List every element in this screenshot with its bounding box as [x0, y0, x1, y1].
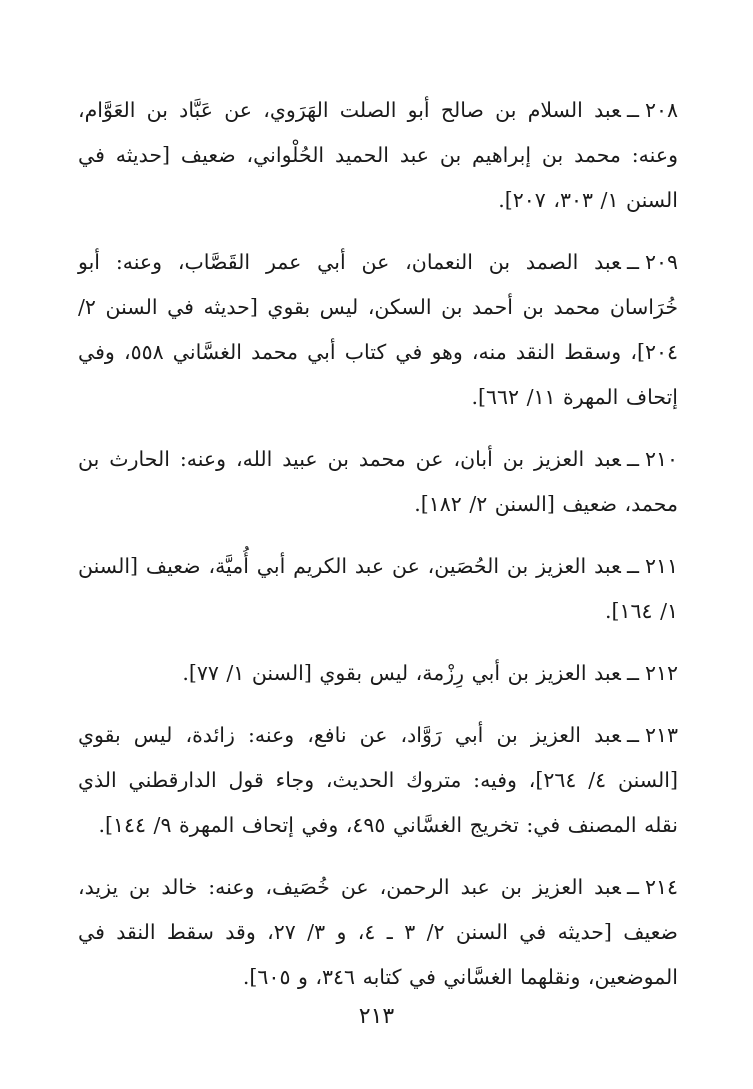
entry-text: عبد العزيز بن الحُصَين، عن عبد الكريم أبي أُميَّة، ضعيف [السنن ١/ ١٦٤].	[78, 554, 678, 623]
entry-212	[78, 651, 678, 696]
entry-number: ٢٠٨	[644, 98, 678, 122]
entry-text: عبد العزيز بن أبي رِزْمة، ليس بقوي [السنن ١/ ٧٧].	[182, 661, 621, 685]
entry-214	[78, 865, 678, 1000]
entry-dash: ــ	[626, 98, 639, 122]
entry-dash: ــ	[626, 447, 639, 471]
entry-text: عبد العزيز بن عبد الرحمن، عن خُصَيف، وعنه: خالد بن يزيد، ضعيف [حديثه في السنن ٢/ ٣ ـ ٤، و ٣/ ٢٧، وقد سقط النقد في الموضعين، ونقلهما الغسَّاني في كتابه ٣٤٦، و ٦٠٥].	[78, 875, 678, 989]
entry-208	[78, 88, 678, 223]
entry-number: ٢١٢	[644, 661, 678, 685]
page-number: ٢١٣	[358, 1004, 395, 1029]
entry-number: ٢١٤	[644, 875, 678, 899]
entry-210	[78, 437, 678, 527]
entry-dash: ــ	[626, 875, 639, 899]
entry-text: عبد السلام بن صالح أبو الصلت الهَرَوي، عن عَبَّاد بن العَوَّام، وعنه: محمد بن إبراهيم بن عبد الحميد الحُلْواني، ضعيف [حديثه في السنن ١/ ٣٠٣، ٢٠٧].	[78, 98, 678, 212]
entry-dash: ــ	[626, 723, 639, 747]
entry-211	[78, 544, 678, 634]
entry-text: عبد الصمد بن النعمان، عن أبي عمر القَصَّاب، وعنه: أبو خُرَاسان محمد بن أحمد بن السكن، ليس بقوي [حديثه في السنن ٢/ ٢٠٤]، وسقط النقد منه، وهو في كتاب أبي محمد الغسَّاني ٥٥٨، وفي إتحاف المهرة ١١/ ٦٦٢].	[78, 250, 678, 409]
entry-dash: ــ	[626, 250, 639, 274]
entry-number: ٢٠٩	[644, 250, 678, 274]
document-body	[78, 88, 678, 1017]
entry-number: ٢١٣	[644, 723, 678, 747]
entry-number: ٢١١	[644, 554, 678, 578]
entry-dash: ــ	[626, 661, 639, 685]
entry-text: عبد العزيز بن أبي رَوَّاد، عن نافع، وعنه: زائدة، ليس بقوي [السنن ٤/ ٢٦٤]، وفيه: متروك الحديث، وجاء قول الدارقطني الذي نقله المصنف في: تخريج الغسَّاني ٤٩٥، وفي إتحاف المهرة ٩/ ١٤٤].	[78, 723, 678, 837]
entry-number: ٢١٠	[644, 447, 678, 471]
entry-dash: ــ	[626, 554, 639, 578]
entry-text: عبد العزيز بن أبان، عن محمد بن عبيد الله، وعنه: الحارث بن محمد، ضعيف [السنن ٢/ ١٨٢].	[78, 447, 678, 516]
entry-209	[78, 240, 678, 420]
entry-213	[78, 713, 678, 848]
